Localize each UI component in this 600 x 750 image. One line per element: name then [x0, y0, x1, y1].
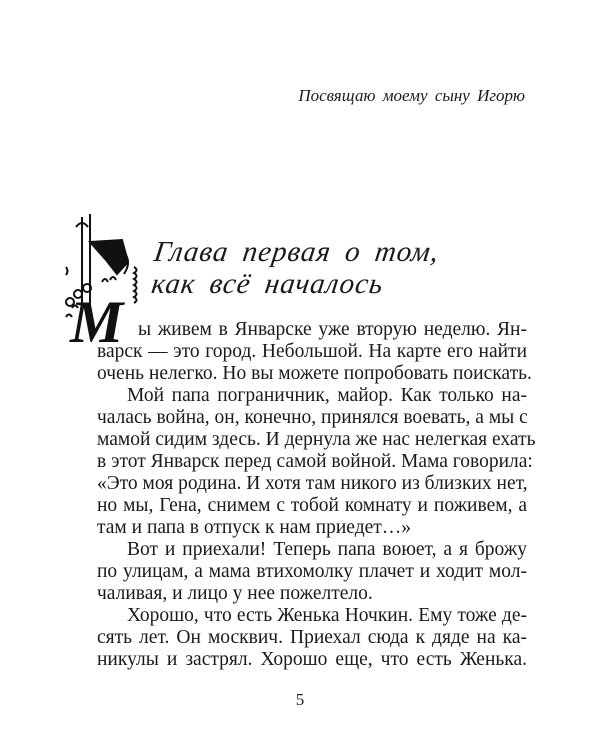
- chapter-heading: [148, 236, 442, 300]
- chapter-heading-line: Глава первая о том,: [152, 236, 442, 268]
- dedication: Посвящаю моему сыну Игорю: [298, 86, 525, 105]
- text-line: Хорошо, что есть Женька Ночкин. Ему тоже де-: [127, 605, 527, 626]
- chapter-heading-line: как всё началось: [149, 268, 386, 300]
- text-line: Мой папа пограничник, майор. Как только на-: [127, 385, 527, 406]
- text-line: варск — это город. Небольшой. На карте его найти: [97, 341, 527, 362]
- page-number: 5: [295, 690, 305, 709]
- text-line: в этот Январск перед самой войной. Мама говорила:: [97, 451, 533, 472]
- text-line: ы живем в Январске уже вторую неделю. Ян-: [138, 319, 527, 340]
- text-line: мамой сидим здесь. И дернула же нас нелегкая ехать: [97, 429, 536, 450]
- text-line: по улицам, а мама втихомолку плачет и ходит мол-: [97, 561, 527, 582]
- text-line: сять лет. Он москвич. Приехал сюда к дяде на ка-: [97, 627, 527, 648]
- text-line: Вот и приехали! Теперь папа воюет, а я брожу: [127, 539, 527, 560]
- text-line: никулы и застрял. Хорошо еще, что есть Женька.: [97, 649, 527, 670]
- text-line: чалась война, он, конечно, принялся воевать, а мы с: [97, 407, 528, 428]
- text-line: чаливая, и лицо у нее пожелтело.: [97, 583, 373, 604]
- text-line: очень нелегко. Но вы можете попробовать поискать.: [97, 363, 532, 384]
- text-line: «Это моя родина. И хотя там никого из близких нет,: [97, 473, 528, 494]
- text-line: но мы, Гена, снимем с тобой комнату и поживем, а: [97, 495, 527, 516]
- text-line: там и папа в отпуск к нам приедет…»: [97, 517, 412, 538]
- drop-cap-letter: М: [70, 289, 124, 347]
